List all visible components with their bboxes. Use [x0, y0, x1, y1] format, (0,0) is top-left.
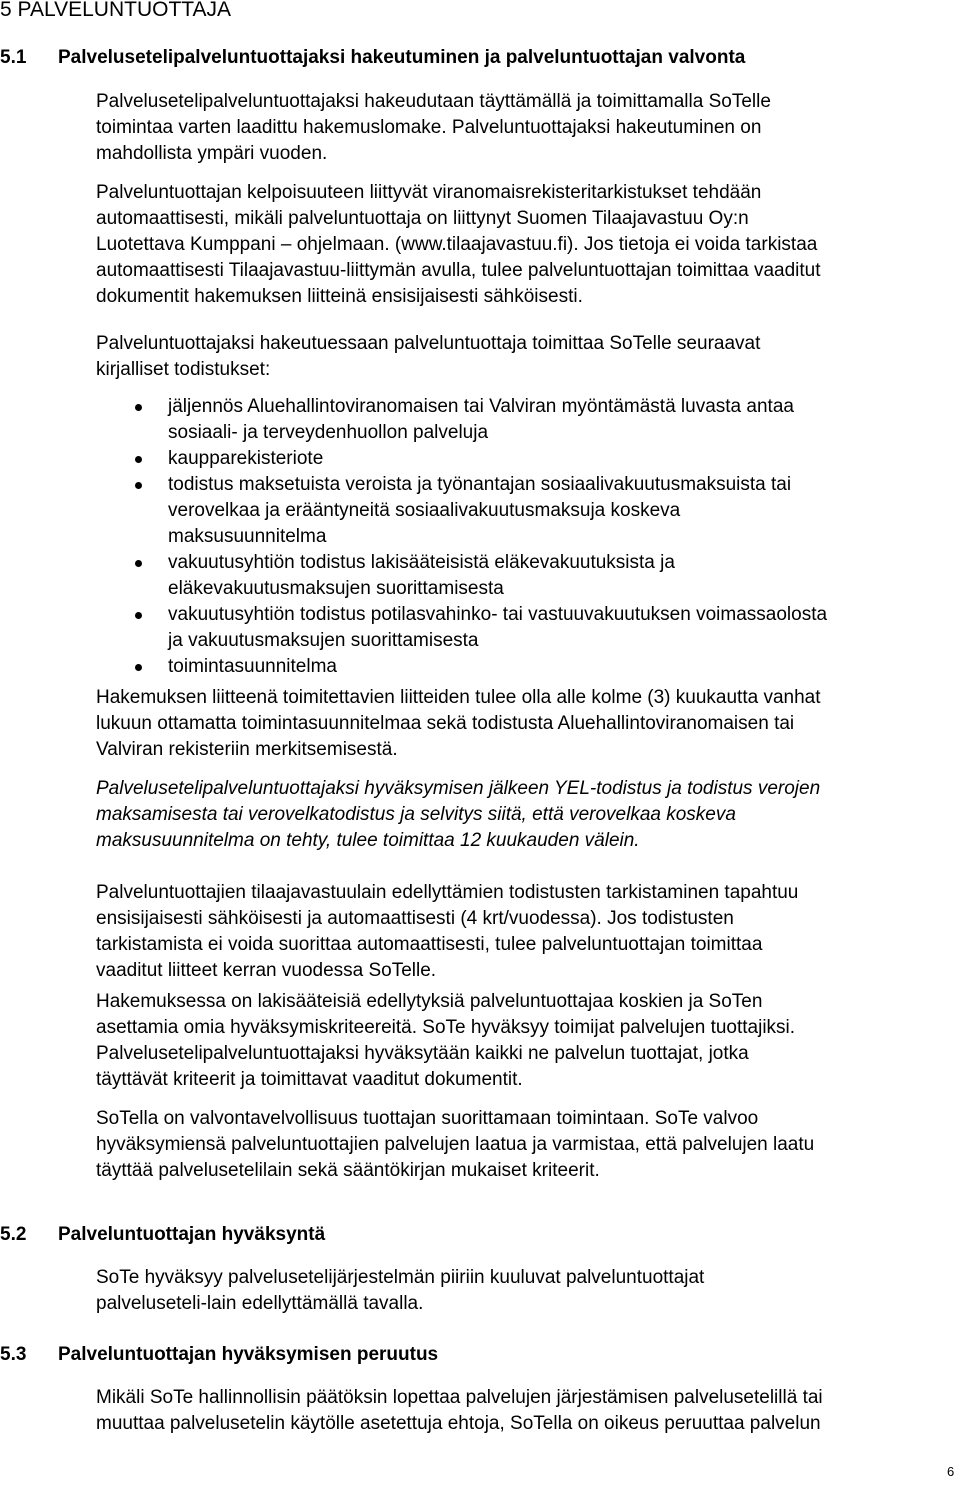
section-5-2-title: Palveluntuottajan hyväksyntä [58, 1224, 326, 1245]
text-line: kaupparekisteriote [168, 448, 324, 469]
text-line: Luotettava Kumppani – ohjelmaan. (www.tilaajavastuu.fi). Jos tietoja ei voida tarkistaa [96, 234, 818, 255]
section-5-1-number: 5.1 [0, 47, 27, 68]
paragraph-approval-criteria [96, 989, 956, 1093]
section-5-3-title: Palveluntuottajan hyväksymisen peruutus [58, 1344, 439, 1365]
text-line: toimintaa varten laadittu hakemuslomake. Palveluntuottajaksi hakeutuminen on [96, 117, 762, 138]
section-5-2-heading [0, 1222, 325, 1248]
section-5-2-number: 5.2 [0, 1224, 27, 1245]
text-line: todistus maksetuista veroista ja työnantajan sosiaalivakuutusmaksuista tai [168, 474, 792, 495]
text-line: asettamia omia hyväksymiskriteereitä. SoTe hyväksyy toimijat palvelujen tuottajiksi. [96, 1017, 796, 1038]
text-line: Palvelusetelipalveluntuottajaksi hyväksytään kaikki ne palvelun tuottajat, jotka [96, 1043, 749, 1064]
paragraph-approval [96, 1265, 956, 1317]
text-line: automaattisesti, mikäli palveluntuottaja on liittynyt Suomen Tilaajavastuu Oy:n [96, 208, 749, 229]
list-item [96, 602, 956, 654]
text-line: Palveluntuottajaksi hakeutuessaan palveluntuottaja toimittaa SoTelle seuraavat [96, 333, 761, 354]
text-line: SoTella on valvontavelvollisuus tuottajan suorittamaan toimintaan. SoTe valvoo [96, 1108, 759, 1129]
text-line: ensisijaisesti sähköisesti ja automaattisesti (4 krt/vuodessa). Jos todistusten [96, 908, 734, 929]
text-line: tarkistamista ei voida suorittaa automaattisesti, tulee palveluntuottajan toimittaa [96, 934, 763, 955]
text-line: SoTe hyväksyy palvelusetelijärjestelmän piiriin kuuluvat palveluntuottajat [96, 1267, 705, 1288]
section-5-3-heading [0, 1342, 438, 1368]
list-item [96, 446, 956, 472]
text-line: maksamisesta tai verovelkatodistus ja selvitys siitä, että verovelkaa koskeva [96, 804, 736, 825]
section-5-heading: 5 PALVELUNTUOTTAJA [0, 0, 232, 21]
text-line: kirjalliset todistukset: [96, 359, 271, 380]
text-line: eläkevakuutusmaksujen suorittamisesta [168, 578, 504, 599]
text-line: täyttävät kriteerit ja toimittavat vaaditut dokumentit. [96, 1069, 523, 1090]
text-line: täyttää palvelusetelilain sekä sääntökirjan mukaiset kriteerit. [96, 1160, 600, 1181]
page-number: 6 [947, 1464, 955, 1479]
text-line: maksusuunnitelma [168, 526, 327, 547]
text-line: vaaditut liitteet kerran vuodessa SoTelle. [96, 960, 437, 981]
text-line: maksusuunnitelma on tehty, tulee toimittaa 12 kuukauden välein. [96, 830, 640, 851]
list-item [96, 472, 956, 550]
text-line: Palveluntuottajan kelpoisuuteen liittyvät viranomaisrekisteritarkistukset tehdään [96, 182, 762, 203]
text-line: ja vakuutusmaksujen suorittamisesta [168, 630, 479, 651]
text-line: Hakemuksen liitteenä toimitettavien liitteiden tulee olla alle kolme (3) kuukautta vanhat [96, 687, 821, 708]
paragraph-yearly-certificates [96, 776, 956, 854]
text-line: sosiaali- ja terveydenhuollon palveluja [168, 422, 489, 443]
section-5-1-heading [0, 45, 745, 71]
paragraph-revocation [96, 1385, 956, 1437]
paragraph-supervision [96, 1106, 956, 1184]
paragraph-application [96, 89, 956, 167]
paragraph-required-documents-intro [96, 331, 956, 383]
list-item [96, 394, 956, 446]
section-5-3-number: 5.3 [0, 1344, 27, 1365]
required-documents-list [96, 394, 956, 680]
text-line: muuttaa palvelusetelin käytölle asetettuja ehtoja, SoTella on oikeus peruuttaa palvelun [96, 1413, 821, 1434]
text-line: Hakemuksessa on lakisääteisiä edellytyksiä palveluntuottajaa koskien ja SoTen [96, 991, 763, 1012]
paragraph-attachment-age [96, 685, 956, 763]
section-5-1-title: Palvelusetelipalveluntuottajaksi hakeutuminen ja palveluntuottajan valvonta [58, 47, 746, 68]
text-line: vakuutusyhtiön todistus lakisääteisistä eläkevakuutuksista ja [168, 552, 675, 573]
text-line: hyväksymiensä palveluntuottajien palvelujen laatua ja varmistaa, että palvelujen laatu [96, 1134, 815, 1155]
text-line: dokumentit hakemuksen liitteinä ensisijaisesti sähköisesti. [96, 286, 583, 307]
text-line: automaattisesti Tilaajavastuu-liittymän avulla, tulee palveluntuottajan toimittaa vaaditut [96, 260, 821, 281]
text-line: Valviran rekisteriin merkitsemisestä. [96, 739, 398, 760]
list-item [96, 550, 956, 602]
text-line: Mikäli SoTe hallinnollisin päätöksin lopettaa palvelujen järjestämisen palvelusetelillä tai [96, 1387, 823, 1408]
text-line: mahdollista ympäri vuoden. [96, 143, 328, 164]
text-line: palveluseteli-lain edellyttämällä tavalla. [96, 1293, 424, 1314]
text-line: lukuun ottamatta toimintasuunnitelmaa sekä todistusta Aluehallintoviranomaisen tai [96, 713, 795, 734]
list-item [96, 654, 956, 680]
text-line: toimintasuunnitelma [168, 656, 337, 677]
text-line: vakuutusyhtiön todistus potilasvahinko- tai vastuuvakuutuksen voimassaolosta [168, 604, 828, 625]
text-line: Palvelusetelipalveluntuottajaksi hyväksymisen jälkeen YEL-todistus ja todistus verojen [96, 778, 821, 799]
paragraph-certificate-checks [96, 880, 956, 984]
text-line: jäljennös Aluehallintoviranomaisen tai Valviran myöntämästä luvasta antaa [168, 396, 794, 417]
paragraph-eligibility-checks [96, 180, 956, 310]
text-line: verovelkaa ja erääntyneitä sosiaalivakuutusmaksuja koskeva [168, 500, 681, 521]
text-line: Palveluntuottajien tilaajavastuulain edellyttämien todistusten tarkistaminen tapahtuu [96, 882, 799, 903]
text-line: Palvelusetelipalveluntuottajaksi hakeudutaan täyttämällä ja toimittamalla SoTelle [96, 91, 771, 112]
